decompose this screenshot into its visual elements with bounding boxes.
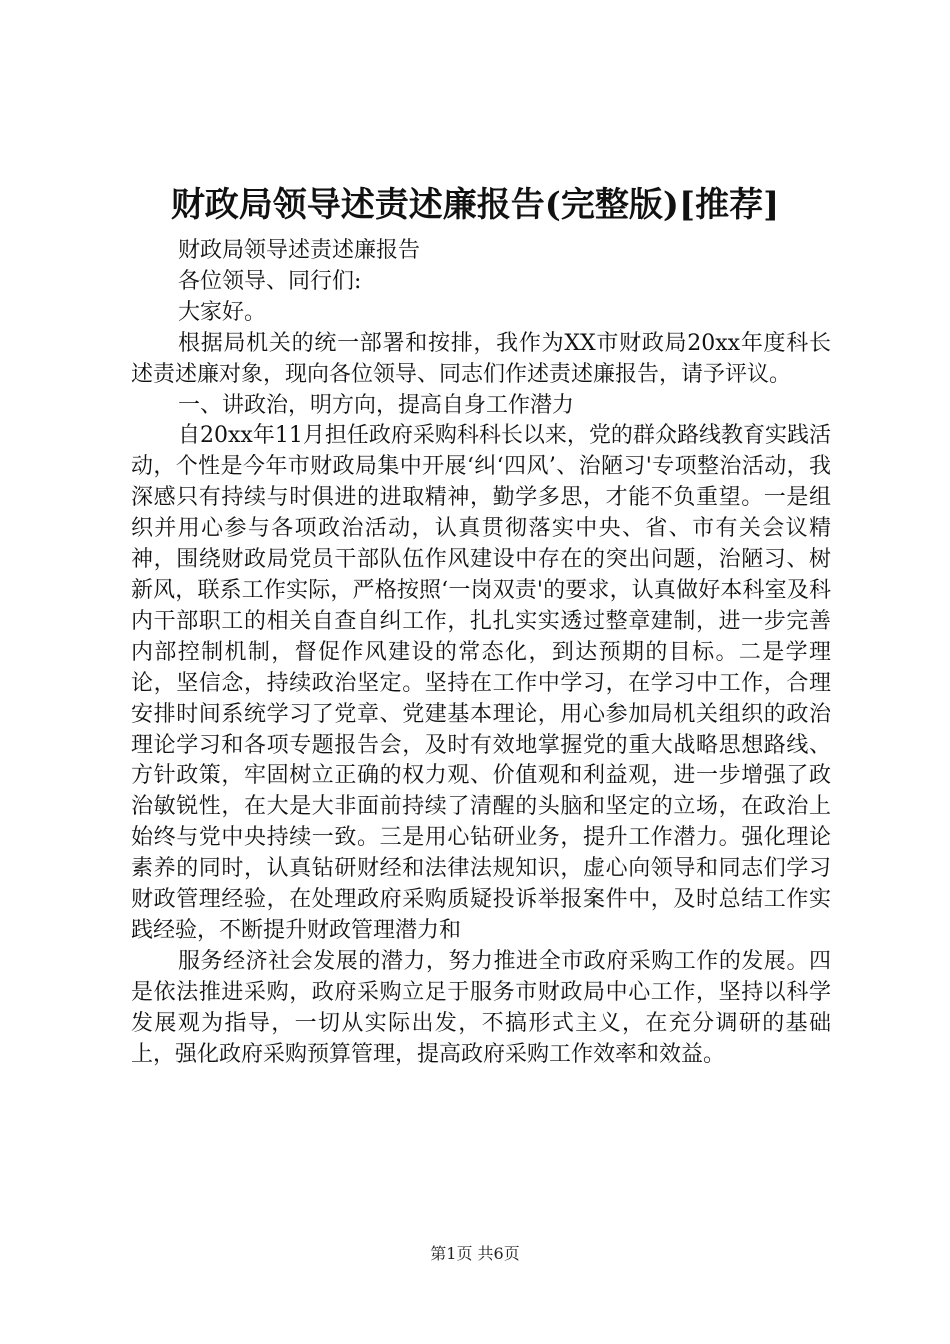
document-title: 财政局领导述责述廉报告(完整版)[推荐] — [170, 185, 780, 225]
intro-paragraph: 根据局机关的统一部署和按排，我作为XX市财政局20xx年度科长述责述廉对象，现向各位领导、同志们作述责述廉报告，请予评议。 — [131, 330, 831, 387]
section-heading: 一、讲政治，明方向，提高自身工作潜力 — [178, 392, 575, 418]
greeting-paragraph: 大家好。 — [178, 299, 267, 325]
salutation-paragraph: 各位领导、同行们: — [178, 268, 362, 294]
document-body — [131, 236, 831, 1070]
body-paragraph: 自20xx年11月担任政府采购科科长以来，党的群众路线教育实践活动，个性是今年市财政局集中开展‘纠‘四风’、治陋习'专项整治活动，我深感只有持续与时俱进的进取精神，勤学多思，才能不负重望。一是组织并用心参与各项政治活动，认真贯彻落实中央、省、市有关会议精神，围绕财政局党员干部队伍作风建设中存在的突出问题，治陋习、树新风，联系工作实际，严格按照‘一岗双责'的要求，认真做好本科室及科内干部职工的相关自查自纠工作，扎扎实实透过整章建制，进一步完善内部控制机制，督促作风建设的常态化，到达预期的目标。二是学理论，坚信念，持续政治坚定。坚持在工作中学习，在学习中工作，合理安排时间系统学习了党章、党建基本理论，用心参加局机关组织的政治理论学习和各项专题报告会，及时有效地掌握党的重大战略思想路线、方针政策，牢固树立正确的权力观、价值观和利益观，进一步增强了政治敏锐性，在大是大非面前持续了清醒的头脑和坚定的立场，在政治上始终与党中央持续一致。三是用心钻研业务，提升工作潜力。强化理论素养的同时，认真钻研财经和法律法规知识，虚心向领导和同志们学习财政管理经验，在处理政府采购质疑投诉举报案件中，及时总结工作实践经验，不断提升财政管理潜力和 — [131, 423, 831, 943]
body-paragraph: 服务经济社会发展的潜力，努力推进全市政府采购工作的发展。四是依法推进采购，政府采购立足于服务市财政局中心工作，坚持以科学发展观为指导，一切从实际出发，不搞形式主义，在充分调研的基础上，强化政府采购预算管理，提高政府采购工作效率和效益。 — [131, 948, 831, 1067]
subtitle-paragraph: 财政局领导述责述廉报告 — [178, 238, 421, 263]
page-number-footer: 第1页 共6页 — [430, 1244, 520, 1263]
